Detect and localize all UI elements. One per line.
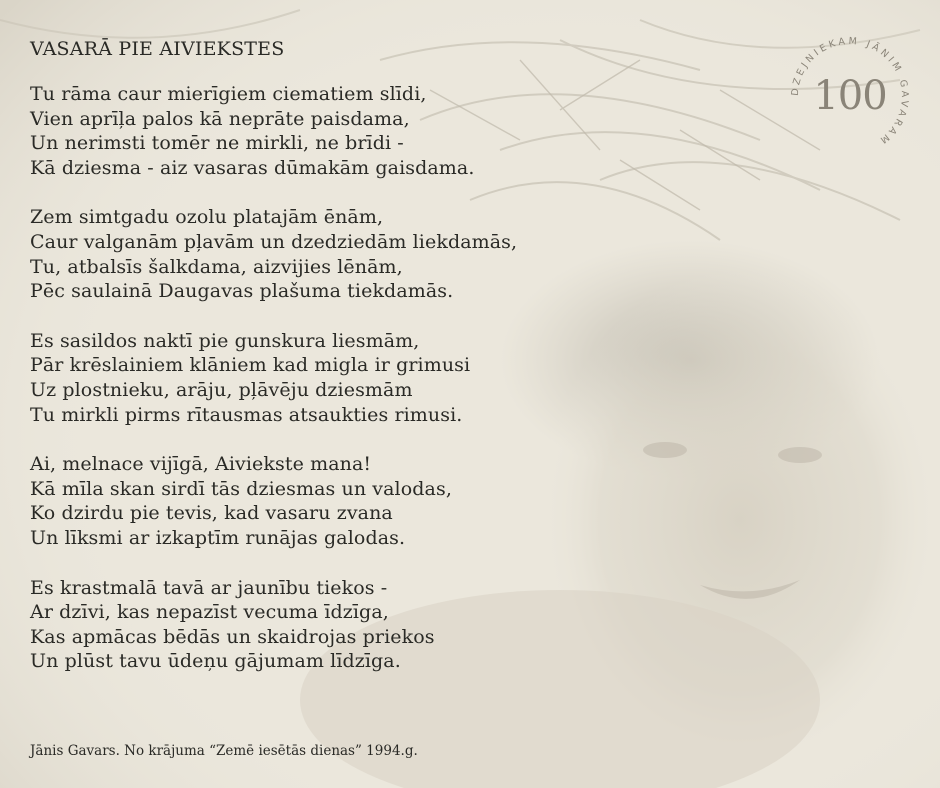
poem-line: Ar dzīvi, kas nepazīst vecuma īdzīga, <box>30 601 389 624</box>
stanza <box>30 205 630 303</box>
source-citation: Jānis Gavars. No krājuma “Zemē iesētās dienas” 1994.g. <box>30 743 418 759</box>
poem-line: Kā mīla skan sirdī tās dziesmas un valodas, <box>30 477 452 500</box>
poem-line: Ai, melnace vijīgā, Aiviekste mana! <box>30 453 372 476</box>
stanza <box>30 82 630 180</box>
poem-line: Un nerimsti tomēr ne mirkli, ne brīdi - <box>30 132 404 155</box>
poem-line: Pār krēslainiem klāniem kad migla ir grimusi <box>30 354 471 377</box>
poem-line: Uz plostnieku, arāju, pļāvēju dziesmām <box>30 378 413 401</box>
poem-line: Tu, atbalsīs šalkdama, aizvijies lēnām, <box>30 255 403 278</box>
logo-number: 100 <box>813 73 887 119</box>
poem-line: Es sasildos naktī pie gunskura liesmām, <box>30 329 420 352</box>
stanza <box>30 329 630 427</box>
poem-line: Es krastmalā tavā ar jaunību tiekos - <box>30 576 388 599</box>
poem-line: Ko dzirdu pie tevis, kad vasaru zvana <box>30 502 393 525</box>
poem-line: Tu rāma caur mierīgiem ciematiem slīdi, <box>30 83 427 105</box>
stanza <box>30 452 630 550</box>
poem-line: Tu mirkli pirms rītausmas atsaukties rimusi. <box>30 403 463 426</box>
poem-line: Un plūst tavu ūdeņu gājumam līdzīga. <box>30 650 401 673</box>
poem-line: Kā dziesma - aiz vasaras dūmakām gaisdama. <box>30 156 475 179</box>
logo-ring-text: DZEJNIEKAM JĀNIM GAVARAM <box>789 35 911 148</box>
poem-line: Kas apmācas bēdās un skaidrojas priekos <box>30 625 435 648</box>
poem-title: VASARĀ PIE AIVIEKSTES <box>30 38 285 60</box>
poem <box>30 38 630 699</box>
poem-line: Vien aprīļa palos kā neprāte paisdama, <box>30 107 410 130</box>
centenary-logo <box>780 26 920 166</box>
poem-line: Caur valganām pļavām un dzedziedām liekdamās, <box>30 230 518 253</box>
poem-line: Zem simtgadu ozolu platajām ēnām, <box>30 206 384 229</box>
poem-line: Pēc saulainā Daugavas plašuma tiekdamās. <box>30 280 454 303</box>
poem-line: Un līksmi ar izkaptīm runājas galodas. <box>30 526 406 549</box>
stanza <box>30 576 630 674</box>
